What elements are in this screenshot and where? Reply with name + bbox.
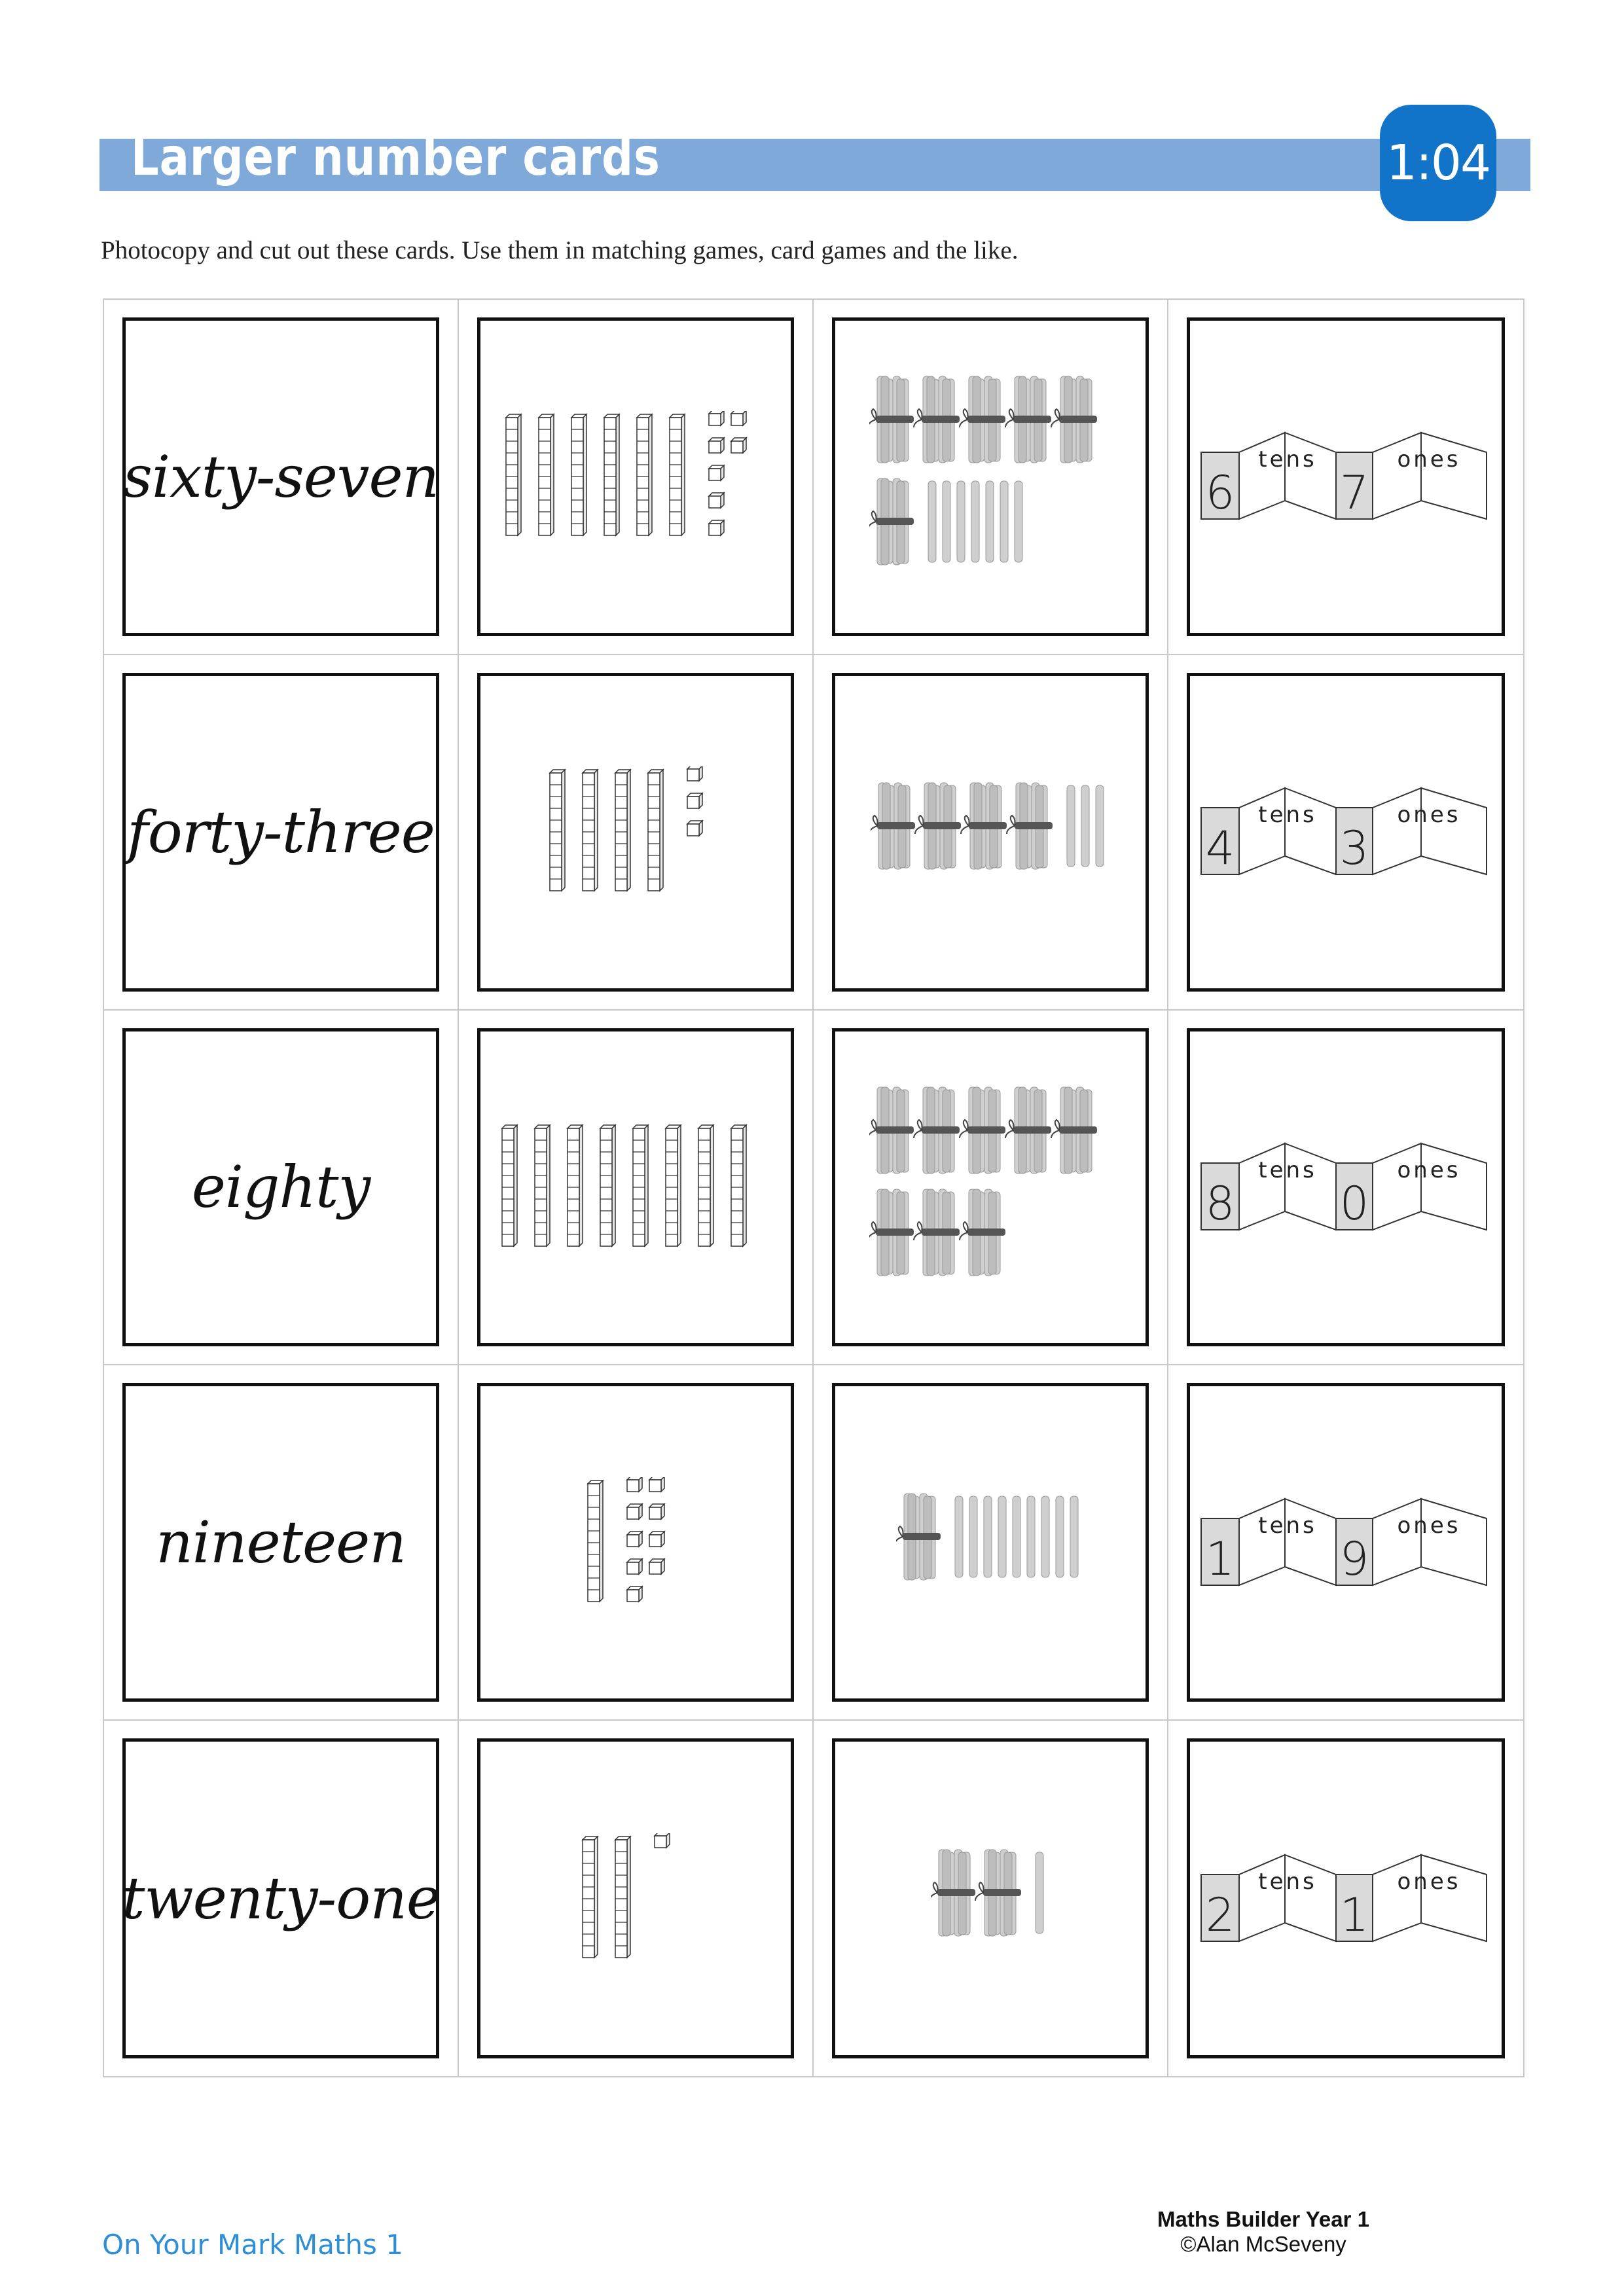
unit-cube bbox=[709, 465, 724, 480]
card-cell bbox=[104, 1721, 459, 2076]
place-value-card bbox=[1187, 1383, 1505, 1702]
place-value-strip-icon bbox=[1199, 1138, 1493, 1236]
ones-digit: 9 bbox=[1339, 1532, 1369, 1586]
ten-rod bbox=[604, 414, 619, 535]
single-stick bbox=[971, 481, 979, 562]
card-cell bbox=[459, 300, 814, 655]
single-stick bbox=[1027, 1496, 1035, 1577]
unit-cube bbox=[687, 766, 702, 781]
instructions-text: Photocopy and cut out these cards. Use them in matching games, card games and the like. bbox=[101, 236, 1019, 264]
ten-rod bbox=[539, 414, 554, 535]
single-stick bbox=[998, 1496, 1006, 1577]
unit-cube bbox=[731, 438, 746, 453]
place-value-strip-icon bbox=[1199, 1494, 1493, 1592]
single-stick bbox=[1041, 1496, 1049, 1577]
base-ten-blocks-icon bbox=[498, 1122, 773, 1253]
unit-cube bbox=[709, 411, 724, 425]
stick-bundle bbox=[960, 1087, 1005, 1174]
number-word: twenty-one bbox=[122, 1865, 440, 1933]
card-cell bbox=[104, 1011, 459, 1366]
number-word: sixty-seven bbox=[122, 442, 439, 511]
card-grid bbox=[103, 298, 1525, 2077]
single-stick bbox=[943, 481, 950, 562]
unit-cube bbox=[655, 1833, 670, 1848]
place-value-card bbox=[1187, 1028, 1505, 1347]
tens-label: tens bbox=[1258, 802, 1317, 829]
ten-rod bbox=[633, 1125, 648, 1246]
single-stick bbox=[1036, 1852, 1043, 1933]
place-value-card bbox=[1187, 1738, 1505, 2058]
card-cell bbox=[814, 1721, 1168, 2076]
single-stick bbox=[955, 1496, 963, 1577]
ten-rod bbox=[535, 1125, 550, 1246]
base-ten-blocks-icon bbox=[579, 1833, 693, 1964]
bundled-sticks-icon bbox=[869, 371, 1111, 582]
card-cell bbox=[104, 1365, 459, 1721]
ones-digit: 7 bbox=[1339, 466, 1369, 520]
unit-cube bbox=[649, 1504, 664, 1519]
single-stick bbox=[1013, 1496, 1020, 1577]
stick-bundle bbox=[1051, 376, 1097, 463]
single-stick bbox=[957, 481, 965, 562]
stick-bundle bbox=[1005, 1087, 1051, 1174]
base-ten-blocks-icon bbox=[502, 411, 769, 542]
card-cell bbox=[1168, 1721, 1523, 2076]
bundled-sticks-icon bbox=[869, 1082, 1111, 1293]
stick-bundle bbox=[1007, 783, 1053, 869]
unit-cube bbox=[627, 1477, 642, 1492]
ones-digit: 1 bbox=[1339, 1888, 1369, 1942]
base-ten-blocks-icon bbox=[584, 1477, 687, 1608]
unit-cube bbox=[649, 1532, 664, 1547]
unit-cube bbox=[627, 1532, 642, 1547]
stick-bundle bbox=[896, 1494, 941, 1580]
ten-rod bbox=[666, 1125, 681, 1246]
tens-digit: 8 bbox=[1205, 1176, 1235, 1230]
stick-bundle bbox=[1051, 1087, 1097, 1174]
bundled-sticks-icon bbox=[931, 1844, 1050, 1953]
card-cell bbox=[1168, 300, 1523, 655]
unit-cube bbox=[627, 1504, 642, 1519]
stick-bundle bbox=[914, 1189, 960, 1276]
card-cell bbox=[1168, 655, 1523, 1011]
ten-rod bbox=[615, 770, 630, 891]
sticks-card bbox=[832, 673, 1149, 992]
unit-cube bbox=[709, 493, 724, 508]
footer-copyright: ©Alan McSeveny bbox=[1180, 2232, 1346, 2256]
single-stick bbox=[986, 481, 994, 562]
page-title: Larger number cards bbox=[131, 128, 660, 187]
single-stick bbox=[969, 1496, 977, 1577]
number-word: nineteen bbox=[156, 1509, 406, 1577]
blocks-card bbox=[477, 317, 794, 636]
ones-digit: 3 bbox=[1339, 821, 1369, 876]
place-value-card bbox=[1187, 673, 1505, 992]
stick-bundle bbox=[960, 1189, 1005, 1276]
sticks-card bbox=[832, 317, 1149, 636]
unit-cube bbox=[627, 1559, 642, 1574]
ten-rod bbox=[506, 414, 521, 535]
unit-cube bbox=[709, 438, 724, 453]
single-stick bbox=[928, 481, 936, 562]
place-value-card bbox=[1187, 317, 1505, 636]
stick-bundle bbox=[869, 1087, 914, 1174]
ten-rod bbox=[600, 1125, 615, 1246]
word-card bbox=[122, 1738, 439, 2058]
card-cell bbox=[1168, 1011, 1523, 1366]
bundled-sticks-icon bbox=[896, 1488, 1085, 1597]
tens-digit: 1 bbox=[1205, 1532, 1235, 1586]
stick-bundle bbox=[869, 478, 914, 565]
card-cell bbox=[104, 300, 459, 655]
place-value-strip-icon bbox=[1199, 427, 1493, 526]
stick-bundle bbox=[869, 1189, 914, 1276]
ones-digit: 0 bbox=[1339, 1176, 1369, 1230]
ten-rod bbox=[670, 414, 685, 535]
word-card bbox=[122, 1383, 439, 1702]
tens-label: tens bbox=[1258, 446, 1317, 473]
unit-cube bbox=[649, 1477, 664, 1492]
blocks-card bbox=[477, 673, 794, 992]
number-word: forty-three bbox=[127, 798, 435, 866]
tens-digit: 6 bbox=[1205, 466, 1235, 520]
card-cell bbox=[459, 1365, 814, 1721]
card-cell bbox=[1168, 1365, 1523, 1721]
ten-rod bbox=[550, 770, 565, 891]
sticks-card bbox=[832, 1383, 1149, 1702]
card-cell bbox=[104, 655, 459, 1011]
ten-rod bbox=[648, 770, 663, 891]
ones-label: ones bbox=[1397, 1868, 1461, 1895]
stick-bundle bbox=[914, 1087, 960, 1174]
single-stick bbox=[1070, 1496, 1078, 1577]
tens-label: tens bbox=[1258, 1868, 1317, 1895]
ones-label: ones bbox=[1397, 1157, 1461, 1183]
sticks-card bbox=[832, 1028, 1149, 1347]
single-stick bbox=[1081, 785, 1089, 867]
stick-bundle bbox=[975, 1850, 1021, 1936]
ones-label: ones bbox=[1397, 446, 1461, 473]
unit-cube bbox=[709, 520, 724, 535]
card-cell bbox=[814, 1365, 1168, 1721]
footer-book-title: Maths Builder Year 1 bbox=[1157, 2207, 1370, 2231]
unit-cube bbox=[649, 1559, 664, 1574]
base-ten-blocks-icon bbox=[546, 766, 725, 897]
ten-rod bbox=[615, 1837, 630, 1958]
single-stick bbox=[1067, 785, 1075, 867]
tens-digit: 2 bbox=[1205, 1888, 1235, 1942]
card-cell bbox=[459, 1011, 814, 1366]
single-stick bbox=[1015, 481, 1022, 562]
ones-label: ones bbox=[1397, 802, 1461, 829]
stick-bundle bbox=[914, 376, 960, 463]
stick-bundle bbox=[960, 376, 1005, 463]
unit-cube bbox=[687, 821, 702, 836]
blocks-card bbox=[477, 1028, 794, 1347]
tens-label: tens bbox=[1258, 1157, 1317, 1183]
footer-credits bbox=[1126, 2207, 1401, 2257]
card-cell bbox=[814, 1011, 1168, 1366]
stick-bundle bbox=[869, 376, 914, 463]
single-stick bbox=[1096, 785, 1104, 867]
ten-rod bbox=[637, 414, 652, 535]
stick-bundle bbox=[931, 1850, 975, 1936]
ten-rod bbox=[588, 1480, 603, 1602]
single-stick bbox=[1000, 481, 1008, 562]
number-word: eighty bbox=[191, 1153, 370, 1221]
ten-rod bbox=[571, 414, 586, 535]
ten-rod bbox=[698, 1125, 713, 1246]
page-code-badge: 1:04 bbox=[1380, 105, 1496, 221]
blocks-card bbox=[477, 1738, 794, 2058]
ten-rod bbox=[502, 1125, 517, 1246]
bundled-sticks-icon bbox=[871, 778, 1110, 886]
stick-bundle bbox=[915, 783, 961, 869]
footer-series-title: On Your Mark Maths 1 bbox=[102, 2229, 403, 2261]
stick-bundle bbox=[871, 783, 915, 869]
word-card bbox=[122, 1028, 439, 1347]
stick-bundle bbox=[1005, 376, 1051, 463]
single-stick bbox=[1056, 1496, 1064, 1577]
ten-rod bbox=[583, 770, 598, 891]
single-stick bbox=[984, 1496, 992, 1577]
card-cell bbox=[814, 300, 1168, 655]
tens-label: tens bbox=[1258, 1512, 1317, 1539]
tens-digit: 4 bbox=[1205, 821, 1235, 876]
stick-bundle bbox=[961, 783, 1007, 869]
word-card bbox=[122, 673, 439, 992]
ten-rod bbox=[583, 1837, 598, 1958]
unit-cube bbox=[627, 1587, 642, 1602]
ten-rod bbox=[568, 1125, 583, 1246]
card-cell bbox=[459, 1721, 814, 2076]
place-value-strip-icon bbox=[1199, 1850, 1493, 1948]
card-cell bbox=[459, 655, 814, 1011]
ones-label: ones bbox=[1397, 1512, 1461, 1539]
card-cell bbox=[814, 655, 1168, 1011]
unit-cube bbox=[687, 793, 702, 808]
sticks-card bbox=[832, 1738, 1149, 2058]
ten-rod bbox=[731, 1125, 746, 1246]
blocks-card bbox=[477, 1383, 794, 1702]
word-card bbox=[122, 317, 439, 636]
place-value-strip-icon bbox=[1199, 783, 1493, 881]
unit-cube bbox=[731, 411, 746, 425]
